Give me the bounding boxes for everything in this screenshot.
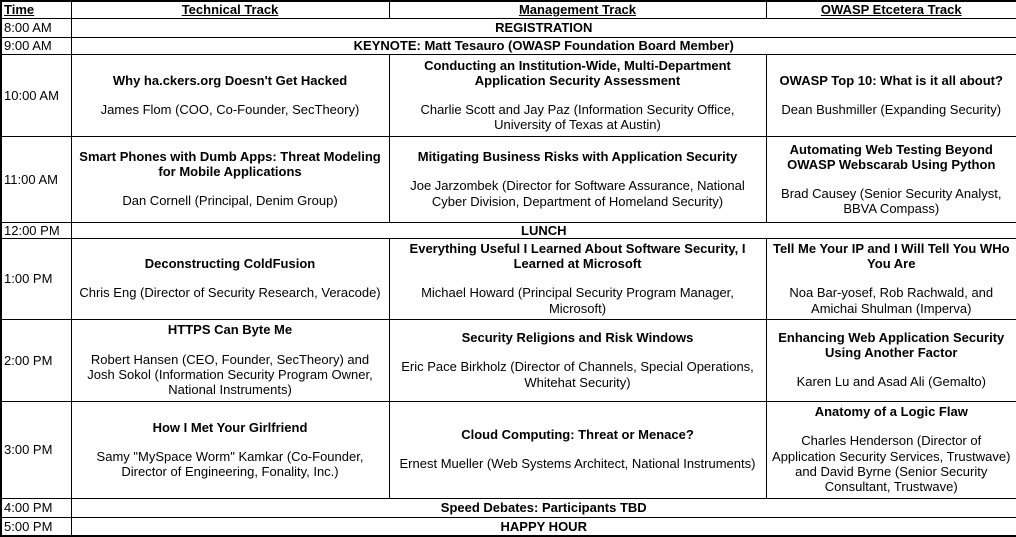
speed-debates-cell: Speed Debates: Participants TBD	[71, 498, 1016, 517]
session-cell	[71, 401, 389, 498]
session-cell	[766, 238, 1016, 319]
session-title: Security Religions and Risk Windows	[461, 330, 694, 346]
column-header-technical-track: Technical Track	[71, 1, 389, 18]
session-title: Automating Web Testing Beyond OWASP Webscarab Using Python	[787, 141, 996, 172]
session-title: Tell Me Your IP and I Will Tell You WHo You Are	[772, 241, 1010, 272]
row-12pm	[1, 222, 1016, 238]
session-title: HTTPS Can Byte Me	[167, 322, 293, 338]
session-cell	[766, 319, 1016, 401]
session-cell	[71, 54, 389, 136]
session-cell	[389, 54, 766, 136]
session-speaker: Michael Howard (Principal Security Program Manager, Microsoft)	[421, 285, 734, 316]
time-cell: 2:00 PM	[1, 319, 71, 401]
session-speaker: Dan Cornell (Principal, Denim Group)	[122, 193, 338, 209]
session-speaker: Eric Pace Birkholz (Director of Channels, Special Operations, Whitehat Security)	[401, 359, 754, 390]
session-cell	[71, 319, 389, 401]
session-cell	[389, 136, 766, 222]
row-3pm	[1, 401, 1016, 498]
session-speaker: Charles Henderson (Director of Application Security Services, Trustwave) and David Byrne (Senior Security Consultant, Trustwave)	[772, 433, 1011, 495]
row-11am	[1, 136, 1016, 222]
row-5pm	[1, 517, 1016, 536]
session-speaker: Chris Eng (Director of Security Research, Veracode)	[79, 285, 381, 301]
session-cell	[766, 401, 1016, 498]
session-title: How I Met Your Girlfriend	[152, 419, 308, 435]
session-title: OWASP Top 10: What is it all about?	[779, 72, 1003, 88]
lunch-cell: LUNCH	[71, 222, 1016, 238]
session-speaker: Charlie Scott and Jay Paz (Information Security Office, University of Texas at Austin)	[420, 101, 735, 133]
time-cell: 1:00 PM	[1, 238, 71, 319]
row-8am	[1, 18, 1016, 37]
session-cell	[71, 238, 389, 319]
column-header-owasp-etcetera-track: OWASP Etcetera Track	[766, 1, 1016, 18]
time-cell: 10:00 AM	[1, 54, 71, 136]
session-speaker: Robert Hansen (CEO, Founder, SecTheory) and Josh Sokol (Information Security Program Owner, National Instruments)	[87, 351, 373, 398]
session-title: Why ha.ckers.org Doesn't Get Hacked	[112, 72, 348, 88]
time-cell: 9:00 AM	[1, 37, 71, 54]
session-cell	[389, 238, 766, 319]
session-cell	[389, 401, 766, 498]
column-header-management-track: Management Track	[389, 1, 766, 18]
session-title: Cloud Computing: Threat or Menace?	[461, 427, 694, 443]
session-speaker: Samy "MySpace Worm" Kamkar (Co-Founder, Director of Engineering, Fonality, Inc.)	[96, 448, 364, 480]
session-title: Mitigating Business Risks with Application Security	[417, 149, 738, 165]
keynote-cell: KEYNOTE: Matt Tesauro (OWASP Foundation Board Member)	[71, 37, 1016, 54]
row-4pm	[1, 498, 1016, 517]
session-title: Conducting an Institution-Wide, Multi-Department Application Security Assessment	[424, 57, 731, 88]
session-cell	[766, 54, 1016, 136]
session-speaker: Brad Causey (Senior Security Analyst, BBVA Compass)	[781, 185, 1002, 217]
session-speaker: Ernest Mueller (Web Systems Architect, National Instruments)	[399, 456, 756, 472]
time-cell: 3:00 PM	[1, 401, 71, 498]
session-cell	[71, 136, 389, 222]
session-speaker: James Flom (COO, Co-Founder, SecTheory)	[100, 101, 360, 117]
row-9am	[1, 37, 1016, 54]
session-speaker: Joe Jarzombek (Director for Software Assurance, National Cyber Division, Department of Homeland Security)	[410, 178, 745, 209]
session-cell	[766, 136, 1016, 222]
session-title: Anatomy of a Logic Flaw	[814, 404, 968, 420]
session-title: Everything Useful I Learned About Software Security, I Learned at Microsoft	[409, 241, 746, 272]
row-1pm	[1, 238, 1016, 319]
session-title: Smart Phones with Dumb Apps: Threat Modeling for Mobile Applications	[79, 149, 381, 180]
time-cell: 5:00 PM	[1, 517, 71, 536]
time-cell: 4:00 PM	[1, 498, 71, 517]
happy-hour-cell: HAPPY HOUR	[71, 517, 1016, 536]
time-cell: 11:00 AM	[1, 136, 71, 222]
session-speaker: Noa Bar-yosef, Rob Rachwald, and Amichai Shulman (Imperva)	[789, 285, 994, 316]
session-speaker: Karen Lu and Asad Ali (Gemalto)	[796, 374, 986, 390]
row-2pm	[1, 319, 1016, 401]
session-speaker: Dean Bushmiller (Expanding Security)	[781, 101, 1002, 117]
session-title: Enhancing Web Application Security Using Another Factor	[778, 330, 1005, 361]
session-title: Deconstructing ColdFusion	[144, 256, 316, 272]
row-10am	[1, 54, 1016, 136]
time-cell: 12:00 PM	[1, 222, 71, 238]
session-cell	[389, 319, 766, 401]
column-header-time: Time	[1, 1, 71, 18]
time-cell: 8:00 AM	[1, 18, 71, 37]
registration-cell: REGISTRATION	[71, 18, 1016, 37]
header-row	[1, 1, 1016, 18]
